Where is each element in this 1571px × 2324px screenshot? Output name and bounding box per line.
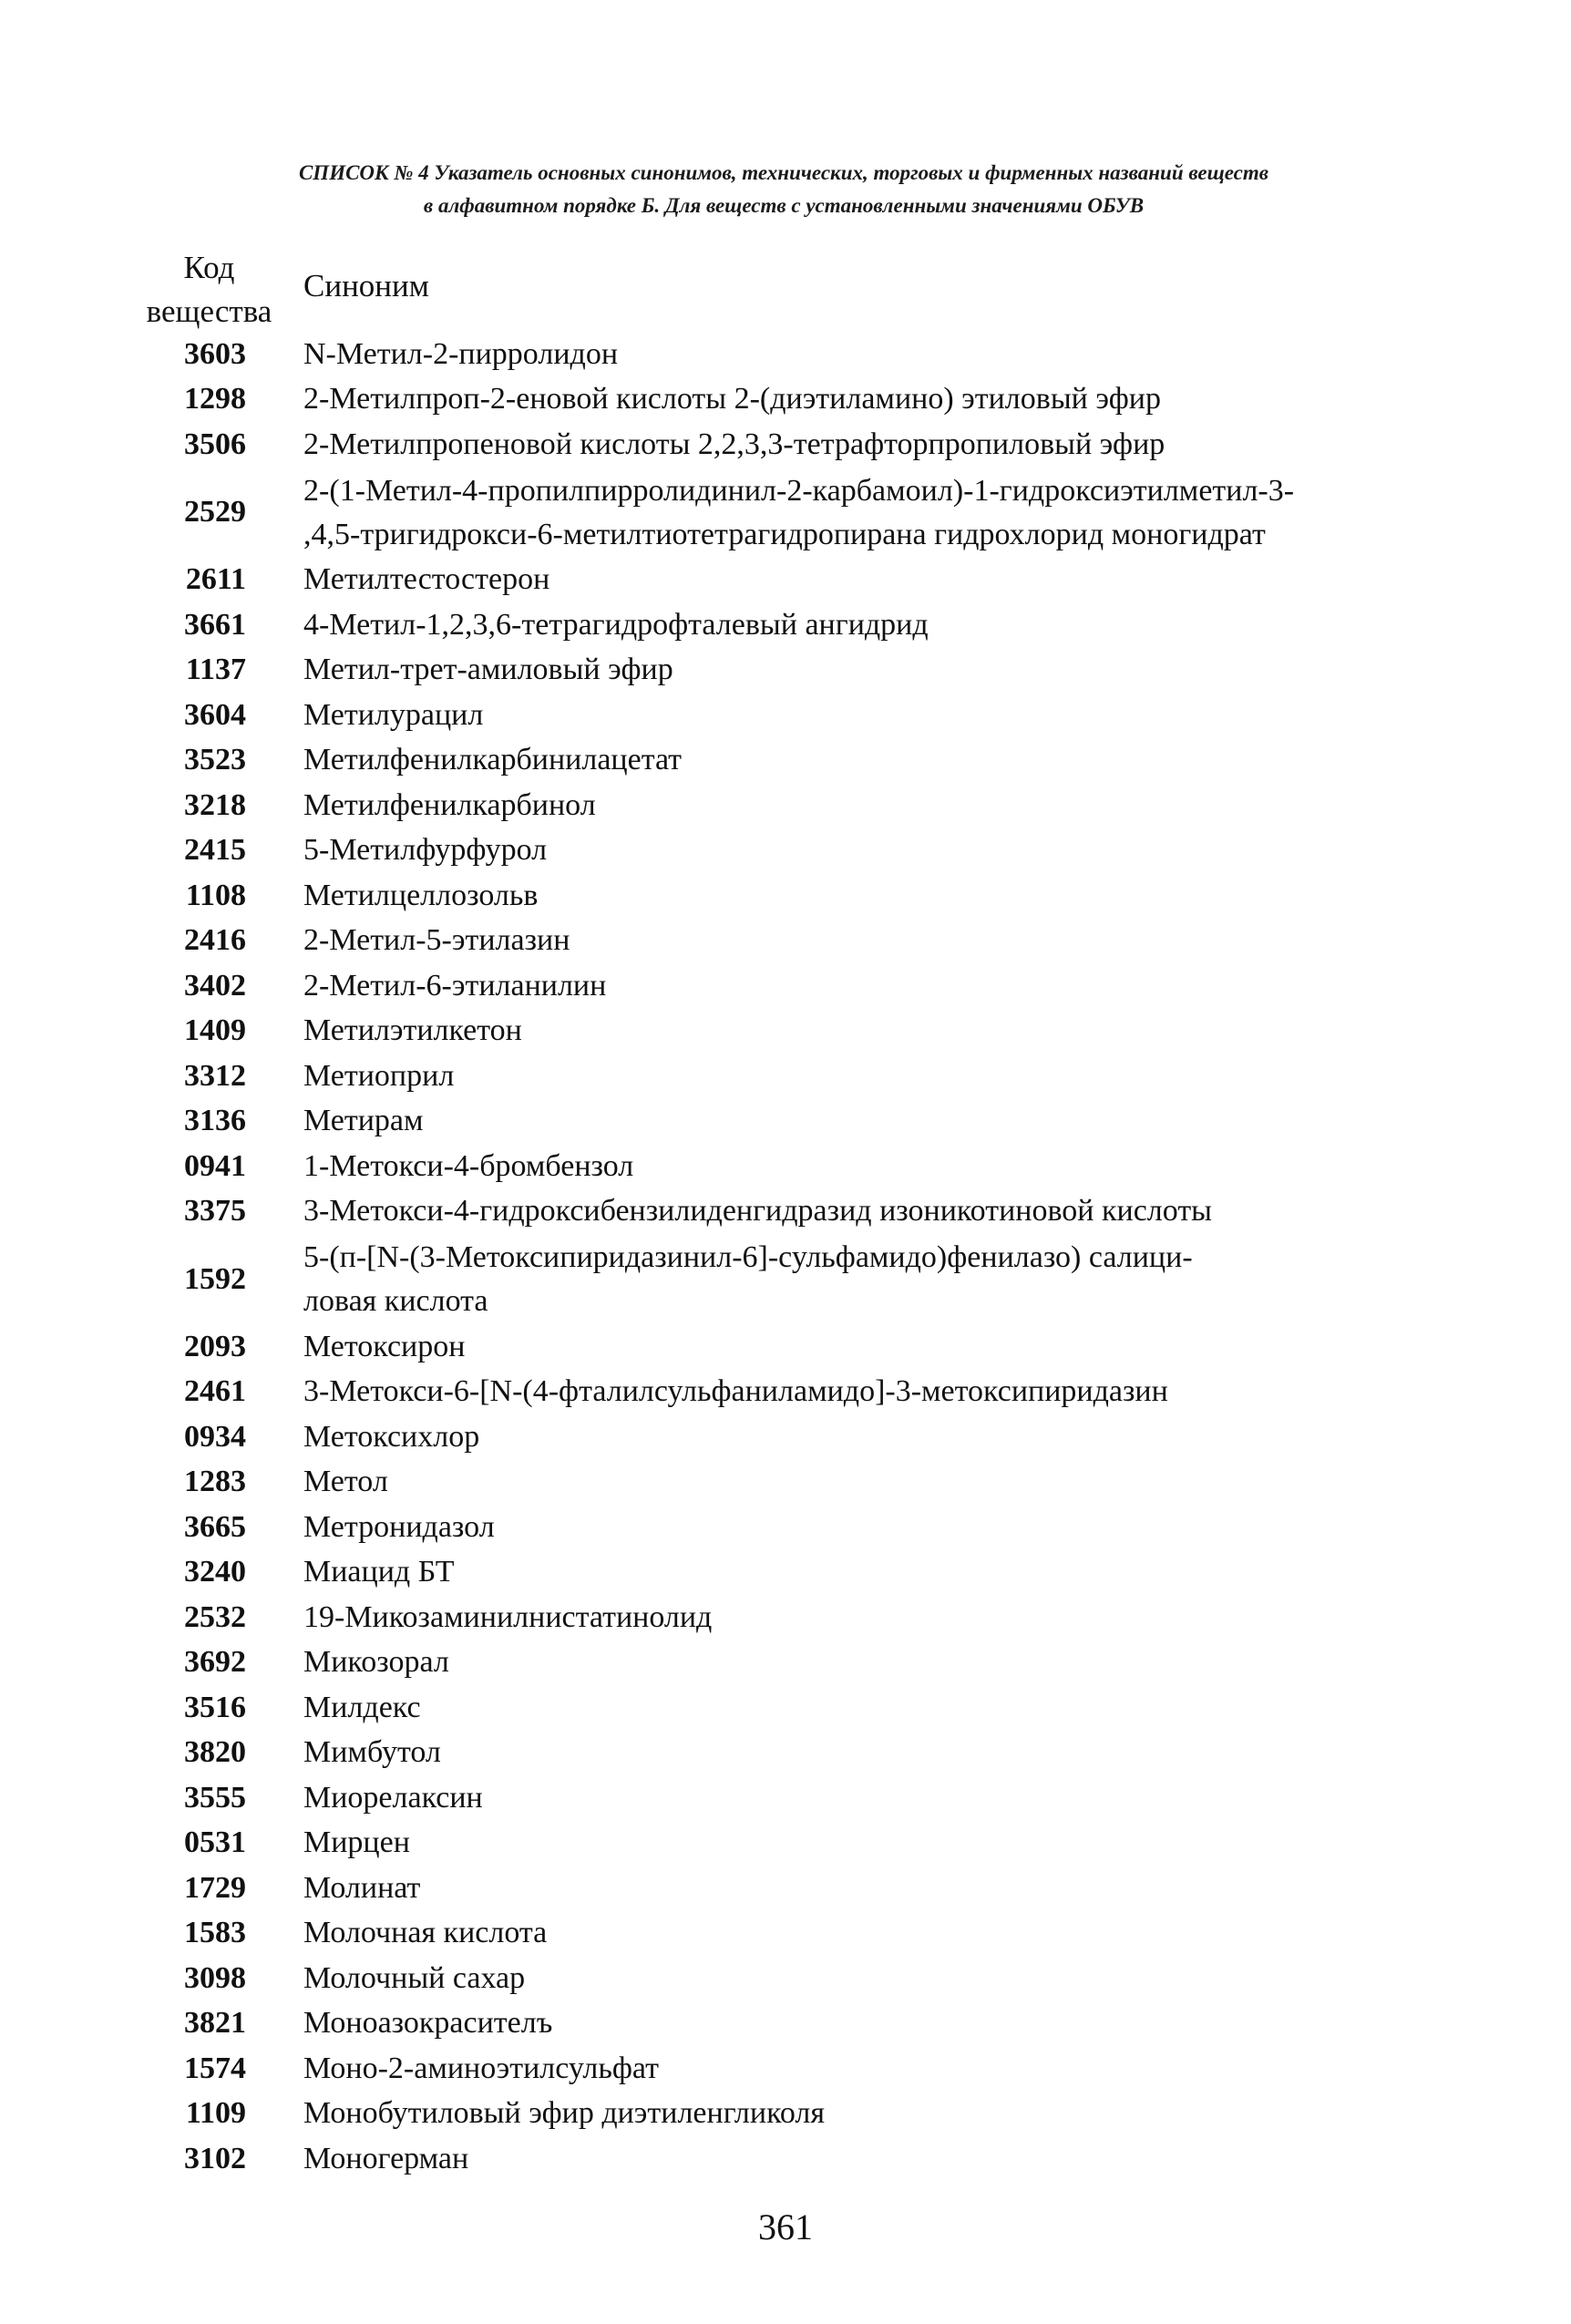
table-row bbox=[0, 648, 1571, 694]
synonym-name-line-1: 2-(1-Метил-4-пропилпирролидинил-2-карбамоил)-1-гидроксиэтилметил-3- bbox=[303, 473, 1295, 508]
substance-code: 3402 bbox=[184, 968, 246, 1003]
substance-code: 2532 bbox=[184, 1599, 246, 1634]
substance-code: 3821 bbox=[184, 2006, 246, 2041]
table-row bbox=[0, 1731, 1571, 1776]
table-row bbox=[0, 693, 1571, 738]
table-row bbox=[0, 1370, 1571, 1415]
table-row bbox=[0, 422, 1571, 468]
synonym-name: Метилурацил bbox=[303, 697, 484, 732]
synonym-name: Молочная кислота bbox=[303, 1916, 548, 1950]
table-row bbox=[0, 1144, 1571, 1189]
column-header-code-line-1: Код bbox=[183, 250, 235, 285]
table-row bbox=[0, 1640, 1571, 1686]
substance-code: 0934 bbox=[184, 1419, 246, 1454]
synonym-name: Моногерман bbox=[303, 2141, 469, 2175]
substance-code: 1592 bbox=[184, 1261, 246, 1296]
synonym-name: Молинат bbox=[303, 1870, 421, 1905]
table-row bbox=[0, 1821, 1571, 1866]
synonym-name: 19-Микозаминилнистатинолид bbox=[303, 1599, 713, 1634]
substance-code: 3098 bbox=[184, 1960, 246, 1995]
synonym-name: 3-Метокси-6-[N-(4-фталилсульфаниламидо]-3-метоксипиридазин bbox=[303, 1374, 1168, 1409]
substance-code: 3820 bbox=[184, 1735, 246, 1770]
table-row bbox=[0, 1189, 1571, 1235]
synonym-name: Моноазокрасителъ bbox=[303, 2006, 553, 2041]
substance-code: 3692 bbox=[184, 1645, 246, 1680]
substance-code: 3102 bbox=[184, 2141, 246, 2175]
synonym-name: 1-Метокси-4-бромбензол bbox=[303, 1148, 634, 1183]
table-row bbox=[0, 1234, 1571, 1324]
synonym-name: Молочный сахар bbox=[303, 1960, 526, 1995]
table-row bbox=[0, 1595, 1571, 1640]
table-row bbox=[0, 1775, 1571, 1821]
synonym-name: N-Метил-2-пирролидон bbox=[303, 336, 619, 371]
page-header bbox=[137, 157, 1431, 222]
table-row bbox=[0, 1460, 1571, 1506]
page-number: 361 bbox=[758, 2206, 813, 2247]
substance-code: 1729 bbox=[184, 1870, 246, 1905]
synonym-name: Микозорал bbox=[303, 1645, 449, 1680]
substance-code: 2461 bbox=[184, 1374, 246, 1409]
table-row bbox=[0, 783, 1571, 828]
synonym-name: Метилэтилкетон bbox=[303, 1013, 522, 1048]
synonym-name: Метирам bbox=[303, 1104, 424, 1138]
table-row bbox=[0, 738, 1571, 784]
substance-code: 1108 bbox=[185, 878, 246, 912]
substance-code: 3523 bbox=[184, 743, 246, 777]
substance-code: 3312 bbox=[184, 1058, 246, 1093]
substance-code: 0531 bbox=[184, 1825, 246, 1860]
substance-code: 3516 bbox=[184, 1690, 246, 1724]
substance-code: 2416 bbox=[184, 923, 246, 958]
substance-code: 2093 bbox=[184, 1329, 246, 1363]
synonym-name bbox=[303, 1234, 1443, 1326]
substance-code: 3603 bbox=[184, 336, 246, 371]
column-header-code bbox=[129, 246, 289, 334]
synonym-name: Метоксирон bbox=[303, 1329, 466, 1363]
table-row bbox=[0, 1866, 1571, 1911]
table-row bbox=[0, 1009, 1571, 1054]
header-line-2: в алфавитном порядке Б. Для веществ с установленными значениями ОБУВ bbox=[423, 194, 1145, 217]
substance-code: 2529 bbox=[184, 495, 246, 529]
table-row bbox=[0, 1550, 1571, 1596]
table-row bbox=[0, 1505, 1571, 1550]
table-row bbox=[0, 1685, 1571, 1731]
table-row bbox=[0, 2136, 1571, 2182]
synonym-name: 4-Метил-1,2,3,6-тетрагидрофталевый ангидрид bbox=[303, 607, 929, 642]
substance-code: 3555 bbox=[184, 1780, 246, 1815]
synonym-name-line-1: 5-(п-[N-(3-Метоксипиридазинил-6]-сульфамидо)фенилазо) салици- bbox=[303, 1240, 1193, 1274]
table-row bbox=[0, 1956, 1571, 2001]
synonym-name: Мимбутол bbox=[303, 1735, 441, 1770]
table-row bbox=[0, 919, 1571, 964]
substance-code: 0941 bbox=[184, 1148, 246, 1183]
table-row bbox=[0, 828, 1571, 874]
substance-code: 1283 bbox=[184, 1465, 246, 1499]
synonym-name-line-2: ,4,5-тригидрокси-6-метилтиотетрагидропирана гидрохлорид моногидрат bbox=[303, 517, 1266, 551]
column-header-synonym: Синоним bbox=[303, 268, 429, 303]
substance-code: 3506 bbox=[184, 427, 246, 461]
table-row bbox=[0, 1414, 1571, 1460]
substance-code: 1109 bbox=[185, 2096, 246, 2131]
table-row bbox=[0, 2046, 1571, 2092]
synonym-name: Метиоприл bbox=[303, 1058, 455, 1093]
substance-code: 3604 bbox=[184, 697, 246, 732]
synonym-name: Метилфенилкарбинилацетат bbox=[303, 743, 683, 777]
synonym-name: 3-Метокси-4-гидроксибензилиденгидразид изоникотиновой кислоты bbox=[303, 1194, 1213, 1229]
table-row bbox=[0, 602, 1571, 648]
synonym-name: Метоксихлор bbox=[303, 1419, 480, 1454]
synonym-name bbox=[303, 468, 1443, 560]
synonym-name: Моно-2-аминоэтилсульфат bbox=[303, 2051, 659, 2085]
synonym-name: Миорелаксин bbox=[303, 1780, 483, 1815]
synonym-name: Метилцеллозольв bbox=[303, 878, 539, 912]
substance-code: 1137 bbox=[185, 653, 246, 687]
substance-code: 3218 bbox=[184, 787, 246, 822]
table-row bbox=[0, 963, 1571, 1009]
substance-code: 3240 bbox=[184, 1555, 246, 1589]
synonym-name: 2-Метилпропеновой кислоты 2,2,3,3-тетрафторпропиловый эфир bbox=[303, 427, 1165, 461]
synonym-name: 2-Метил-5-этилазин bbox=[303, 923, 570, 958]
synonym-name: Метил-трет-амиловый эфир bbox=[303, 653, 673, 687]
substance-code: 3665 bbox=[184, 1509, 246, 1544]
table-row bbox=[0, 1054, 1571, 1099]
synonym-name: Метилфенилкарбинол bbox=[303, 787, 596, 822]
table-row bbox=[0, 873, 1571, 919]
synonym-name: 2-Метилпроп-2-еновой кислоты 2-(диэтиламино) этиловый эфир bbox=[303, 382, 1161, 416]
substance-code: 2611 bbox=[185, 562, 246, 597]
synonym-name-line-2: ловая кислота bbox=[303, 1284, 488, 1318]
synonym-name: Мирцен bbox=[303, 1825, 410, 1860]
substance-code: 1409 bbox=[184, 1013, 246, 1048]
synonym-name: Монобутиловый эфир диэтиленгликоля bbox=[303, 2096, 826, 2131]
synonym-name: Метол bbox=[303, 1465, 388, 1499]
substance-code: 1298 bbox=[184, 382, 246, 416]
substance-code: 1574 bbox=[184, 2051, 246, 2085]
substance-code: 3661 bbox=[184, 607, 246, 642]
synonym-name: Метилтестостерон bbox=[303, 562, 550, 597]
table-row bbox=[0, 558, 1571, 603]
table-row bbox=[0, 332, 1571, 377]
substance-code: 2415 bbox=[184, 833, 246, 868]
table-row bbox=[0, 377, 1571, 423]
synonym-name: Метронидазол bbox=[303, 1509, 495, 1544]
table-row bbox=[0, 2092, 1571, 2137]
column-header-code-line-2: вещества bbox=[146, 293, 272, 329]
table-row bbox=[0, 1911, 1571, 1957]
synonym-table bbox=[0, 332, 1571, 2182]
synonym-name: 5-Метилфурфурол bbox=[303, 833, 548, 868]
substance-code: 3375 bbox=[184, 1194, 246, 1229]
table-row bbox=[0, 1099, 1571, 1145]
synonym-name: Милдекс bbox=[303, 1690, 421, 1724]
table-row bbox=[0, 1324, 1571, 1370]
substance-code: 3136 bbox=[184, 1104, 246, 1138]
table-row bbox=[0, 468, 1571, 558]
synonym-name: 2-Метил-6-этиланилин bbox=[303, 968, 607, 1003]
synonym-name: Миацид БТ bbox=[303, 1555, 455, 1589]
table-row bbox=[0, 2001, 1571, 2047]
header-line-1: СПИСОК № 4 Указатель основных синонимов, технических, торговых и фирменных названий веществ bbox=[298, 161, 1269, 184]
substance-code: 1583 bbox=[184, 1916, 246, 1950]
